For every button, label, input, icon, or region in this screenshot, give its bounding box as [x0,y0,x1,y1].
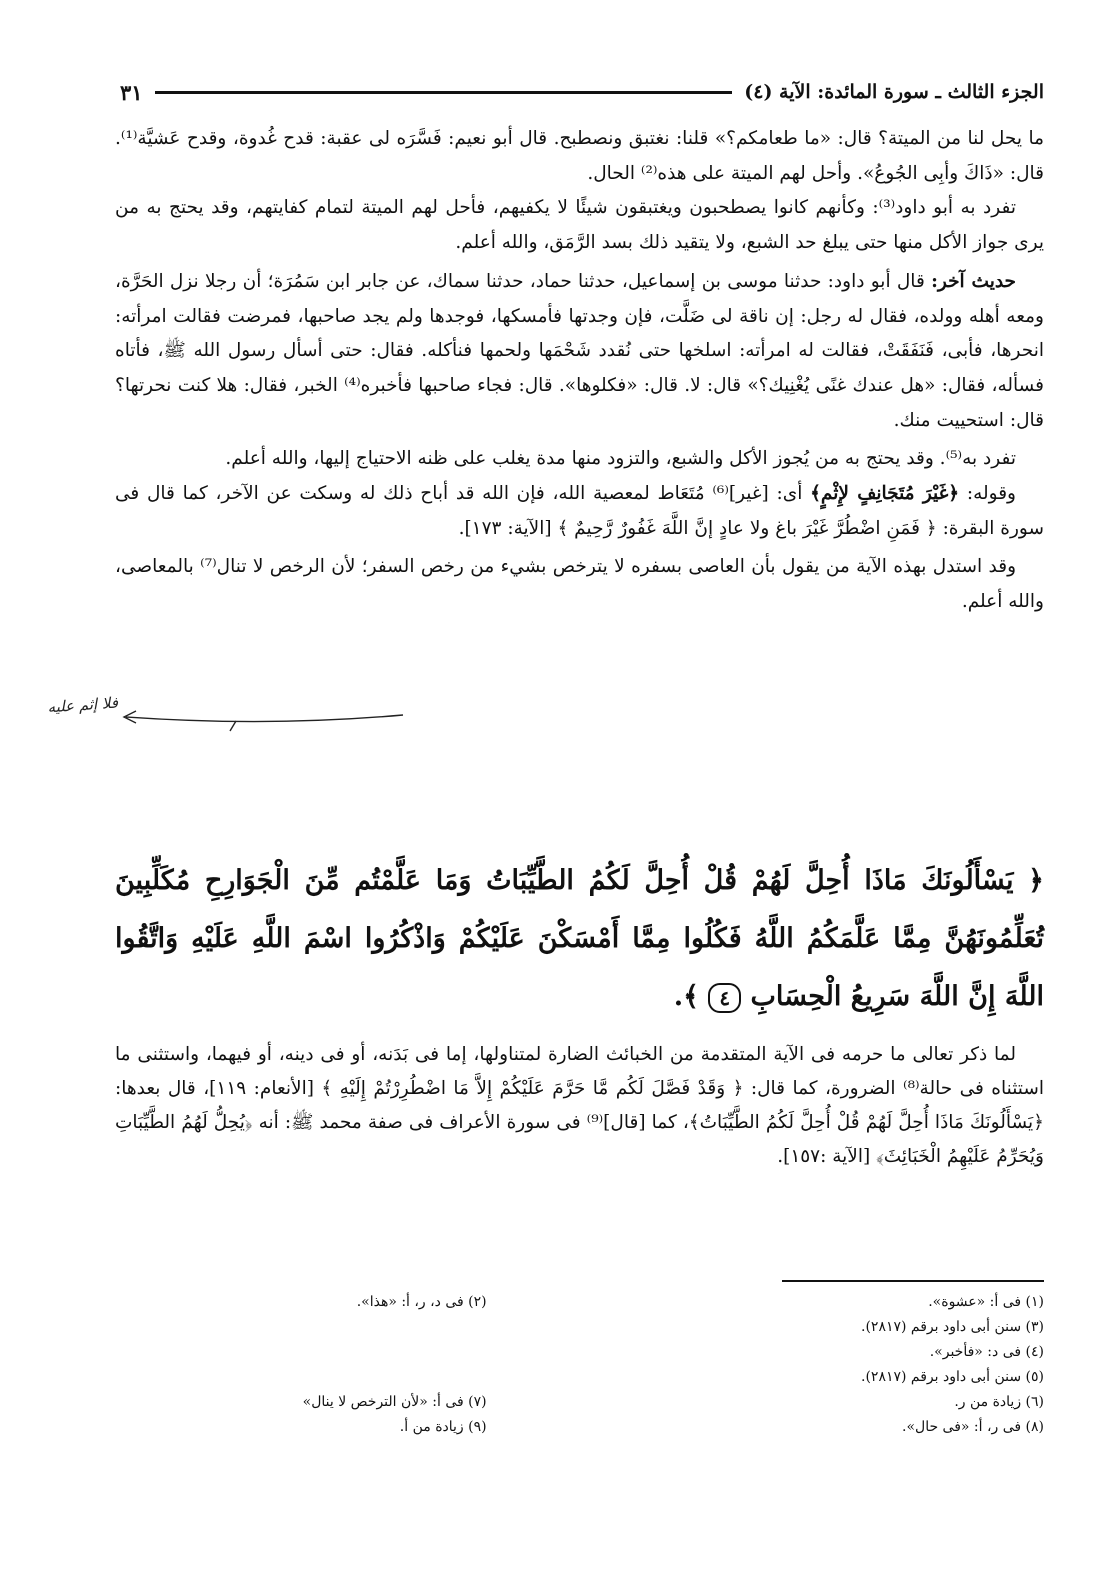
footnote-6: (٦) زيادة من ر. [954,1394,1044,1410]
footnote-7: (٧) فى أ: «لأن الترخص لا ينال» [302,1394,487,1410]
quran-quote: ﴿غَيْرَ مُتَجَانِفٍ لإِثْمٍ﴾ [810,483,960,505]
paragraph-4: تفرد به⁽⁵⁾. وقد يحتج به من يُجوز الأكل والشبع، والتزود منها مدة يغلب على ظنه الاحتياج إليها، والله أعلم. [225,448,1016,470]
footnote-4: (٤) فى د: «فأخبر». [929,1344,1044,1360]
footnote-2: (٢) فى د، ر، أ: «هذا». [356,1294,487,1310]
paragraph-2: تفرد به أبو داود⁽³⁾: وكأنهم كانوا يصطحبون ويغتبقون شيئًا لا يكفيهم، فأحل لهم الميتة لتمام كفايتهم، وقد يحتج به من يرى جواز الأكل منها حتى يبلغ حد الشبع، ولا يتقيد ذلك بسد الرَّمَق، والله أعلم. [115,197,1044,254]
footnote-row [115,1340,1044,1365]
commentary-paragraph: لما ذكر تعالى ما حرمه فى الآية المتقدمة من الخبائث الضارة لمتناولها، إما فى بَدَنه، أو فى دينه، أو فيهما، واستثنى ما استثناه فى حالة⁽⁸⁾ الضرورة، كما قال: ﴿ وَقَدْ فَصَّلَ لَكُم مَّا حَرَّمَ عَلَيْكُمْ إِلاَّ مَا اضْطُرِرْتُمْ إِلَيْهِ ﴾ [الأنعام: ١١٩]، قال بعدها: ﴿يَسْأَلُونَكَ مَاذَا أُحِلَّ لَهُمْ قُلْ أُحِلَّ لَكُمُ الطَّيِّبَاتُ﴾، كما [قال]⁽⁹⁾ فى سورة الأعراف فى صفة محمد ﷺ: أنه ﴿يُحِلُّ لَهُمُ الطَّيِّبَاتِ وَيُحَرِّمُ عَلَيْهِمُ الْخَبَائِثَ﴾ [الآية :١٥٧]. [115,1044,1045,1167]
footnote-row [115,1415,1044,1440]
paragraph-5 [115,477,1044,546]
page-header [120,72,1044,112]
footnote-3: (٣) سنن أبى داود برقم (٢٨١٧). [861,1319,1044,1335]
qawluhu-label: وقوله: [966,483,1016,505]
footnote-1: (١) فى أ: «عشوة». [928,1294,1044,1310]
quran-verse [115,852,1044,1026]
footnote-row [115,1390,1044,1415]
hadith-text: قال أبو داود: حدثنا موسى بن إسماعيل، حدثنا حماد، حدثنا سماك، عن جابر ابن سَمُرَة؛ أن رجلا نزل الحَرَّة، ومعه أهله وولده، فقال له رجل: إن ناقة لى ضَلَّت، فإن وجدتها فأمسكها، فوجدها ولم يجد صاحبها، فمرضت فقالت امرأته: انحرها، فأبى، فَنَفَقَتْ، فقالت له امرأته: اسلخها حتى نُقدد شَحْمَها ولحمها فنأكله. فقال: حتى أسأل رسول الله ﷺ، فأتاه فسأله، فقال: «هل عندك غنًى يُغْنِيك؟» قال: لا. قال: «فكلوها». قال: فجاء صاحبها فأخبره⁽⁴⁾ الخبر، فقال: هلا كنت نحرتها؟ قال: استحييت منك. [115,270,1044,431]
paragraph-6: وقد استدل بهذه الآية من يقول بأن العاصى بسفره لا يترخص بشيء من رخص السفر؛ لأن الرخص لا تنال⁽⁷⁾ بالمعاصى، والله أعلم. [115,556,1044,613]
footnote-9: (٩) زيادة من أ. [399,1419,487,1435]
footnote-5: (٥) سنن أبى داود برقم (٢٨١٧). [861,1369,1044,1385]
paragraph-5-text: أى: [غير]⁽⁶⁾ مُتَعَاط لمعصية الله، فإن الله قد أباح ذلك له وسكت عن الآخر، كما قال فى سورة البقرة: ﴿ فَمَنِ اضْطُرَّ غَيْرَ باغ ولا عادٍ إنَّ اللَّهَ غَفُورٌ رَّحِيمٌ ﴾ [الآية: ١٧٣]. [115,483,1044,539]
running-title: الجزء الثالث ـ سورة المائدة: الآية (٤) [744,81,1044,103]
handwritten-note: فلا إثم عليه [46,693,119,717]
footnote-rule [782,1280,1044,1282]
paragraph-3 [115,265,1044,439]
header-rule [155,91,733,94]
verse-text: ﴿ يَسْأَلُونَكَ مَاذَا أُحِلَّ لَهُمْ قُلْ أُحِلَّ لَكُمُ الطَّيِّبَاتُ وَمَا عَلَّمْتُم مِّنَ الْجَوَارِحِ مُكَلِّبِينَ تُعَلِّمُونَهُنَّ مِمَّا عَلَّمَكُمُ اللَّهُ فَكُلُوا مِمَّا أَمْسَكْنَ عَلَيْكُمْ وَاذْكُرُوا اسْمَ اللَّهِ عَلَيْهِ وَاتَّقُوا اللَّهَ إِنَّ اللَّهَ سَرِيعُ الْحِسَابِ [115,865,1044,1012]
commentary-text [115,1038,1044,1174]
footnote-row [115,1315,1044,1340]
verse-closing: ﴾. [673,981,699,1012]
footnotes [115,1290,1044,1440]
footnote-row [115,1290,1044,1315]
page-number: ٣١ [120,79,143,105]
main-text [115,122,1044,620]
handwritten-arrow [118,707,408,733]
footnote-8: (٨) فى ر، أ: «فى حال». [902,1419,1044,1435]
hadith-label: حديث آخر: [931,270,1016,292]
footnote-row [115,1365,1044,1390]
paragraph-1: ما يحل لنا من الميتة؟ قال: «ما طعامكم؟» قلنا: نغتبق ونصطبح. قال أبو نعيم: فَسَّرَه لى عقبة: قدح غُدوة، وقدح عَشيَّة⁽¹⁾. قال: «ذَاكَ وأبِى الجُوعُ». وأحل لهم الميتة على هذه⁽²⁾ الحال. [115,128,1044,184]
ayah-number-marker: ٤ [708,983,741,1013]
